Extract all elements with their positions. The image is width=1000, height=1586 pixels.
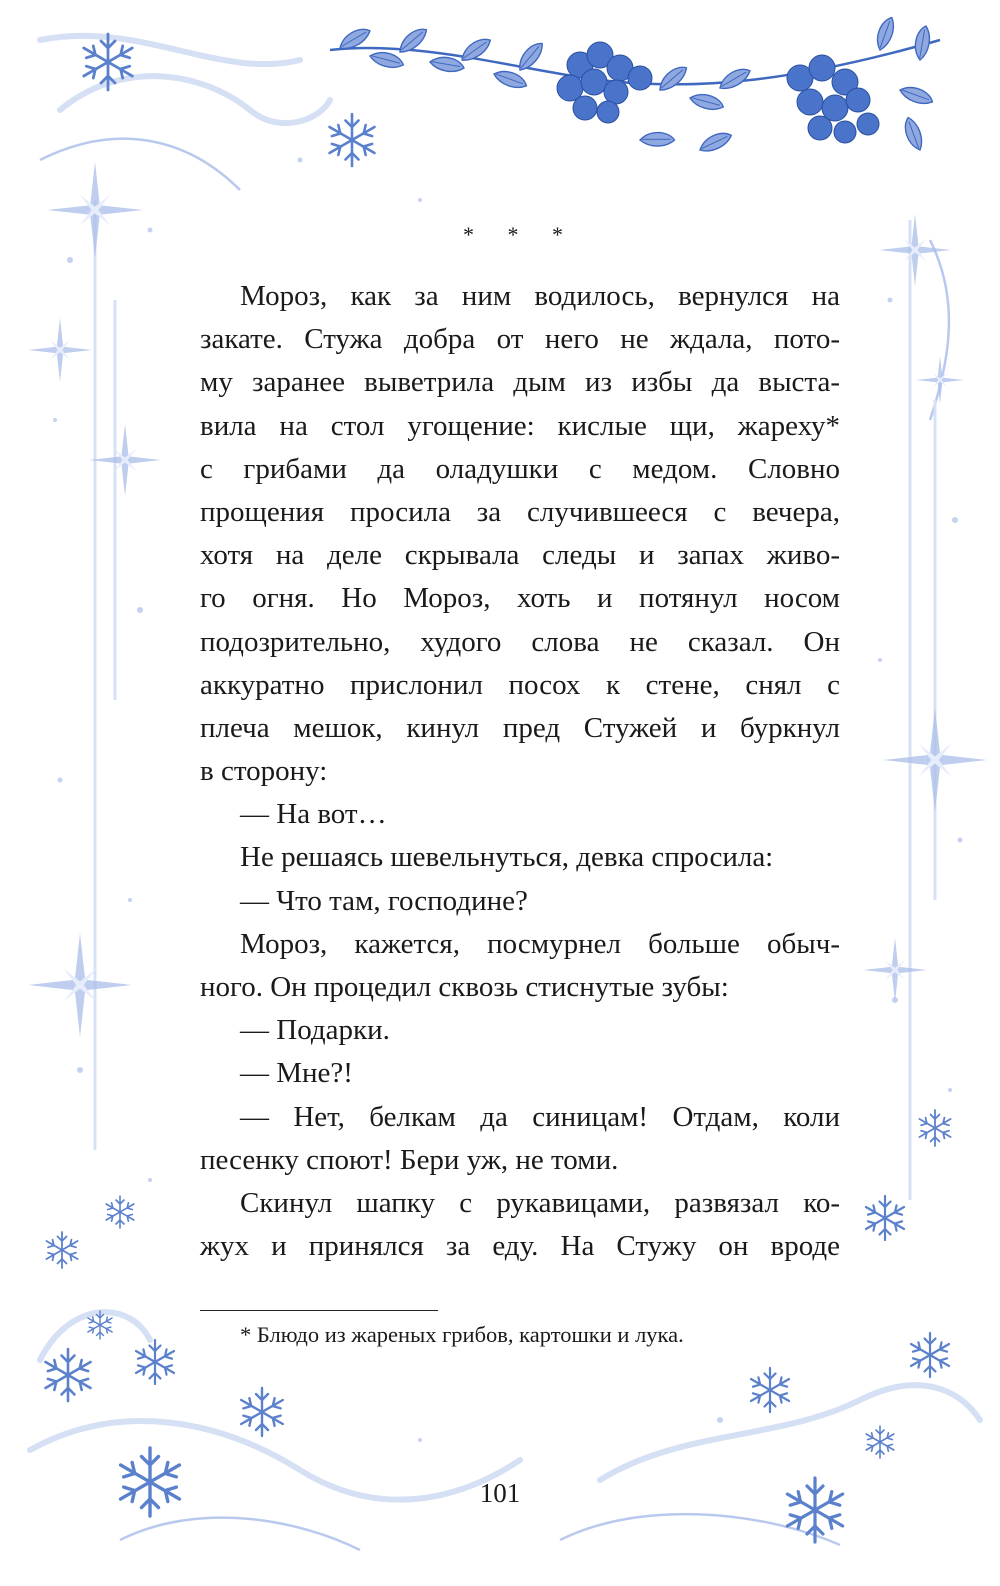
- text-line: го огня. Но Мороз, хоть и потянул носом: [200, 582, 840, 615]
- text-line: — Подарки.: [240, 1014, 390, 1047]
- text-line: — На вот…: [240, 798, 387, 831]
- text-line: Мороз, кажется, посмурнел больше обыч-: [240, 927, 840, 960]
- text-line: подозрительно, худого слова не сказал. Он: [200, 625, 840, 658]
- text-line: — Что там, господине?: [240, 884, 528, 917]
- text-line: — Нет, белкам да синицам! Отдам, коли: [240, 1100, 840, 1133]
- text-line: вила на стол угощение: кислые щи, жареху*: [200, 409, 840, 442]
- text-line: — Мне?!: [240, 1057, 353, 1090]
- text-line: плеча мешок, кинул пред Стужей и буркнул: [200, 711, 840, 744]
- body-text: [200, 275, 840, 1268]
- text-line: в сторону:: [200, 755, 328, 788]
- text-line: хотя на деле скрывала следы и запах живо-: [200, 539, 840, 572]
- text-line: му заранее выветрила дым из избы да выста-: [200, 366, 840, 399]
- text-line: Скинул шапку с рукавицами, развязал ко-: [240, 1186, 840, 1219]
- text-line: Не решаясь шевельнуться, девка спросила:: [240, 841, 774, 874]
- page-number: 101: [479, 1478, 521, 1508]
- text-line: с грибами да оладушки с медом. Словно: [200, 452, 840, 485]
- text-line: жух и принялся за еду. На Стужу он вроде: [200, 1230, 840, 1263]
- text-line: песенку споют! Бери уж, не томи.: [200, 1143, 619, 1176]
- footnote: * Блюдо из жареных грибов, картошки и лука.: [240, 1322, 684, 1347]
- text-line: аккуратно прислонил посох к стене, снял с: [200, 668, 840, 701]
- rowan-branch-icon: [330, 15, 940, 153]
- text-line: ного. Он процедил сквозь стиснутые зубы:: [200, 971, 729, 1003]
- scene-separator: * * *: [463, 222, 577, 247]
- text-line: прощения просила за случившееся с вечера,: [200, 495, 840, 528]
- footnote-divider: [200, 1310, 438, 1311]
- text-line: Мороз, как за ним водилось, вернулся на: [240, 280, 840, 312]
- text-line: закате. Стужа добра от него не ждала, пото-: [200, 323, 840, 356]
